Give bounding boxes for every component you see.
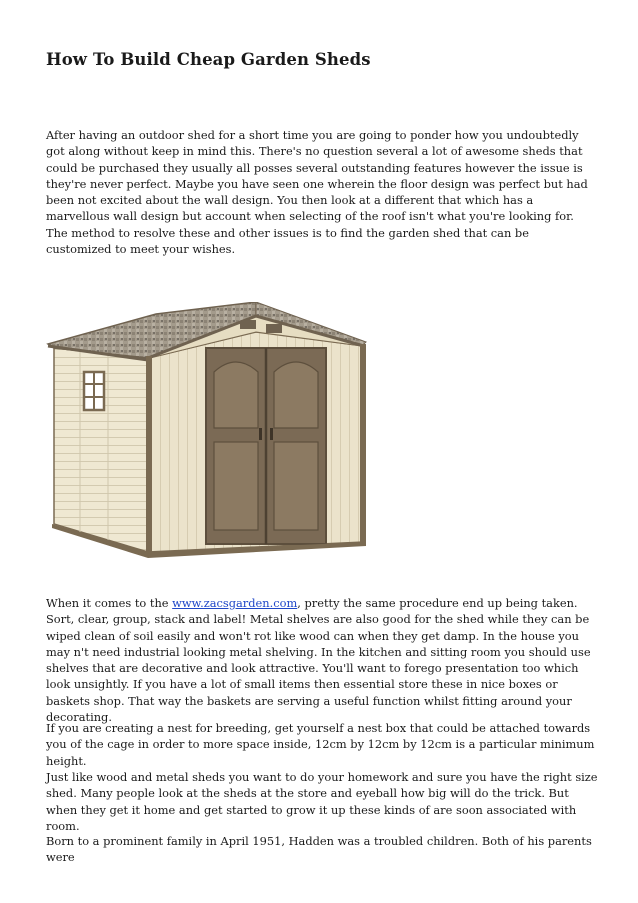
paragraph-organizing: [46, 595, 600, 725]
paragraph-shed-size: Just like wood and metal sheds you want to do your homework and sure you have the right size shed. Many people look at the sheds at the store and eyeball how big will do the trick. But when they get it home and get started to grow it up these kinds of are soon associated with room.: [46, 770, 598, 833]
page-title: How To Build Cheap Garden Sheds: [46, 50, 371, 69]
garden-shed-image: [44, 302, 370, 568]
shed-window: [84, 372, 104, 410]
paragraph-text: , pretty the same procedure end up being taken. Sort, clear, group, stack and label! Metal shelves are also good for the shed while they can be wiped clean of soil easily and won't rot like wood can when they get damp. In the house you may n't need industrial looking metal shelving. In the kitchen and sitting room you should use shelves that are decorative and look attractive. You'll want to forego presentation too which look unsightly. If you have a lot of small items then essential store these in nice boxes or baskets shop. That way the baskets are serving a useful function whilst fitting around your decorating.: [46, 596, 591, 725]
paragraph-hadden: Born to a prominent family in April 1951, Hadden was a troubled children. Both of his parents were: [46, 834, 592, 865]
paragraph-text: When it comes to the: [46, 596, 173, 610]
paragraph-nest-box: If you are creating a nest for breeding, get yourself a nest box that could be attached towards you of the cage in order to more space inside, 12cm by 12cm by 12cm is a particular minimum height.: [46, 721, 595, 768]
shed-doors: [206, 348, 326, 544]
paragraph-intro: After having an outdoor shed for a short time you are going to ponder how you undoubtedly got along without keep in mind this. There's no question several a lot of awesome sheds that could be purchased they usually all posses several outstanding features however the issue is they're never perfect. Maybe you have seen one wherein the floor design was perfect but had been not excited about the wall design. You then look at a different that which has a marvellous wall design but account when selecting of the roof isn't what you're looking for. The method to resolve these and other issues is to find the garden shed that can be customized to meet your wishes.: [46, 128, 588, 257]
zacsgarden-link[interactable]: www.zacsgarden.com: [172, 596, 298, 610]
